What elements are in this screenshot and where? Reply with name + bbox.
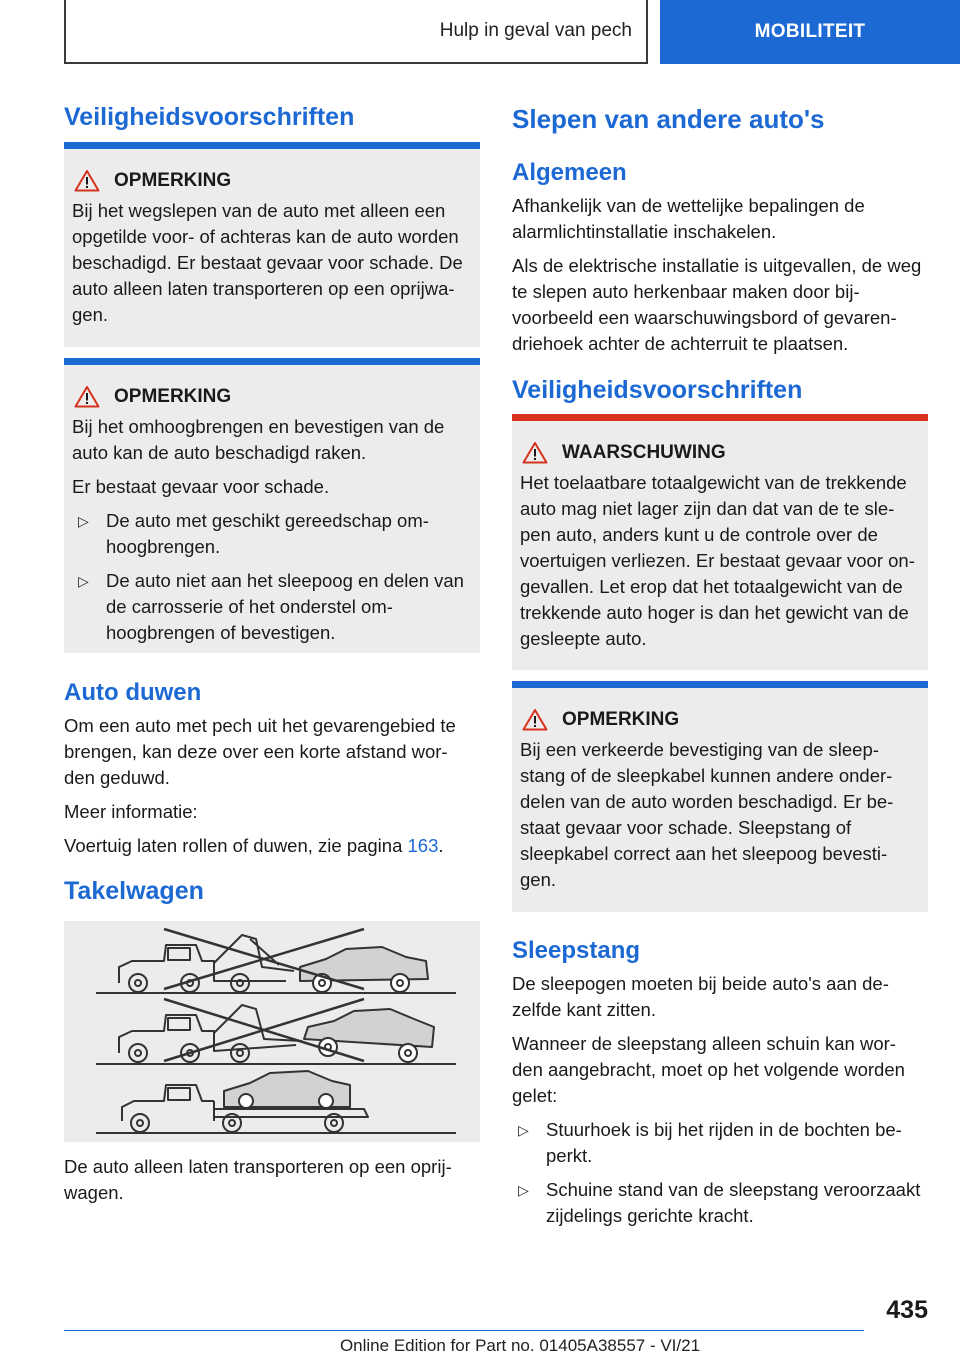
warning-box <box>512 414 928 670</box>
notice-box-3 <box>512 681 928 912</box>
triangle-bullet-icon: ▷ <box>78 573 89 589</box>
triangle-bullet-icon: ▷ <box>78 513 89 529</box>
bar-text-1: De sleepogen moeten bij beide auto's aan de- zelfde kant zitten. <box>512 973 889 1020</box>
notice-box-2-list <box>72 508 472 646</box>
push-body <box>64 713 480 867</box>
notice-box-1-text: Bij het wegslepen van de auto met alleen een opgetilde voor- of achteras kan de auto worden beschadigd. Er bestaat gevaar voor schade. De auto alleen laten transporteren op een oprijwa- gen. <box>72 200 463 325</box>
triangle-bullet-icon: ▷ <box>518 1122 529 1138</box>
footer-divider <box>64 1330 864 1331</box>
page-number: 435 <box>886 1296 928 1324</box>
general-text-1: Afhankelijk van de wettelijke bepalingen de alarmlichtinstallatie inschakelen. <box>512 195 865 242</box>
warning-triangle-icon <box>74 169 100 192</box>
warning-triangle-icon <box>522 708 548 731</box>
general-body <box>512 193 928 365</box>
general-text-2: Als de elektrische installatie is uitgevallen, de weg te slepen auto herkenbaar maken door bij- voorbeeld een waarschuwingsbord of gevaren- driehoek achter de achterruit te plaatsen. <box>512 255 922 354</box>
right-safety-heading: Veiligheidsvoorschriften <box>512 376 803 404</box>
list-item: ▷ De auto niet aan het sleepoog en delen van de carrosserie of het onderstel om- hoogbrengen of bevestigen. <box>78 570 464 643</box>
notice-box-3-label: OPMERKING <box>562 708 680 730</box>
header-chapter <box>660 0 960 64</box>
warning-box-label: WAARSCHUWING <box>562 441 726 463</box>
general-heading: Algemeen <box>512 159 627 186</box>
warning-box-text: Het toelaatbare totaalgewicht van de trekkende auto mag niet lager zijn dan dat van de te sle- pen auto, anders kunt u de controle over de voertuigen verliezen. Er bestaat gevaar voor on- gevallen. Let erop dat het totaalgewicht van de trekkende auto hoger is dan het gewicht van de gesleepte auto. <box>520 472 915 649</box>
notice-box-1 <box>64 142 480 347</box>
warning-triangle-icon <box>522 441 548 464</box>
notice-box-1-title <box>74 169 472 192</box>
warning-box-title <box>522 441 920 464</box>
notice-box-2-label: OPMERKING <box>114 385 232 407</box>
triangle-bullet-icon: ▷ <box>518 1182 529 1198</box>
list-item: ▷ Schuine stand van de sleepstang veroorzaakt zijdelings gerichte kracht. <box>518 1179 921 1226</box>
notice-box-2-title <box>74 385 472 408</box>
footer-edition: Online Edition for Part no. 01405A38557 - VI/21 <box>339 1336 701 1355</box>
list-item: ▷ Stuurhoek is bij het rijden in de bochten be- perkt. <box>518 1119 902 1166</box>
header-chapter-title: MOBILITEIT <box>754 21 866 42</box>
header-section <box>64 0 648 64</box>
notice-box-3-title <box>522 708 920 731</box>
tow-truck-diagram-icon <box>64 921 480 1142</box>
notice-box-2 <box>64 358 480 653</box>
push-heading: Auto duwen <box>64 679 202 706</box>
header-section-title: Hulp in geval van pech <box>439 20 632 41</box>
page-link[interactable]: 163 <box>407 835 439 856</box>
warning-triangle-icon <box>74 385 100 408</box>
notice-box-1-label: OPMERKING <box>114 169 232 191</box>
bar-heading: Sleepstang <box>512 937 641 964</box>
tow-caption: De auto alleen laten transporteren op een oprij- wagen. <box>64 1156 452 1203</box>
list-item: ▷ De auto met geschikt gereedschap om- hoogbrengen. <box>78 510 429 557</box>
notice-box-2-text-2: Er bestaat gevaar voor schade. <box>72 476 330 497</box>
tow-heading: Takelwagen <box>64 877 204 905</box>
bar-text-2: Wanneer de sleepstang alleen schuin kan wor- den aangebracht, moet op het volgende worden gelet: <box>512 1033 905 1106</box>
push-text-1: Om een auto met pech uit het gevarengebied te brengen, kan deze over een korte afstand wor- den geduwd. <box>64 715 456 788</box>
notice-box-3-text: Bij een verkeerde bevestiging van de sleep- stang of de sleepkabel kunnen andere onder- delen van de auto worden beschadigd. Er be- staat gevaar voor schade. Sleepstang of sleepkabel correct aan het sleepoog bevesti- gen. <box>520 739 894 890</box>
bar-body <box>512 971 928 1237</box>
notice-box-2-text: Bij het omhoogbrengen en bevestigen van de auto kan de auto beschadigd raken. <box>72 416 445 463</box>
tow-truck-illustration <box>64 921 480 1142</box>
push-text-2: Meer informatie: <box>64 801 198 822</box>
main-heading: Slepen van andere auto's <box>512 104 825 134</box>
push-text-3: Voertuig laten rollen of duwen, zie pagina 163. <box>64 835 444 856</box>
bar-list <box>512 1117 928 1229</box>
left-safety-heading: Veiligheidsvoorschriften <box>64 103 355 131</box>
